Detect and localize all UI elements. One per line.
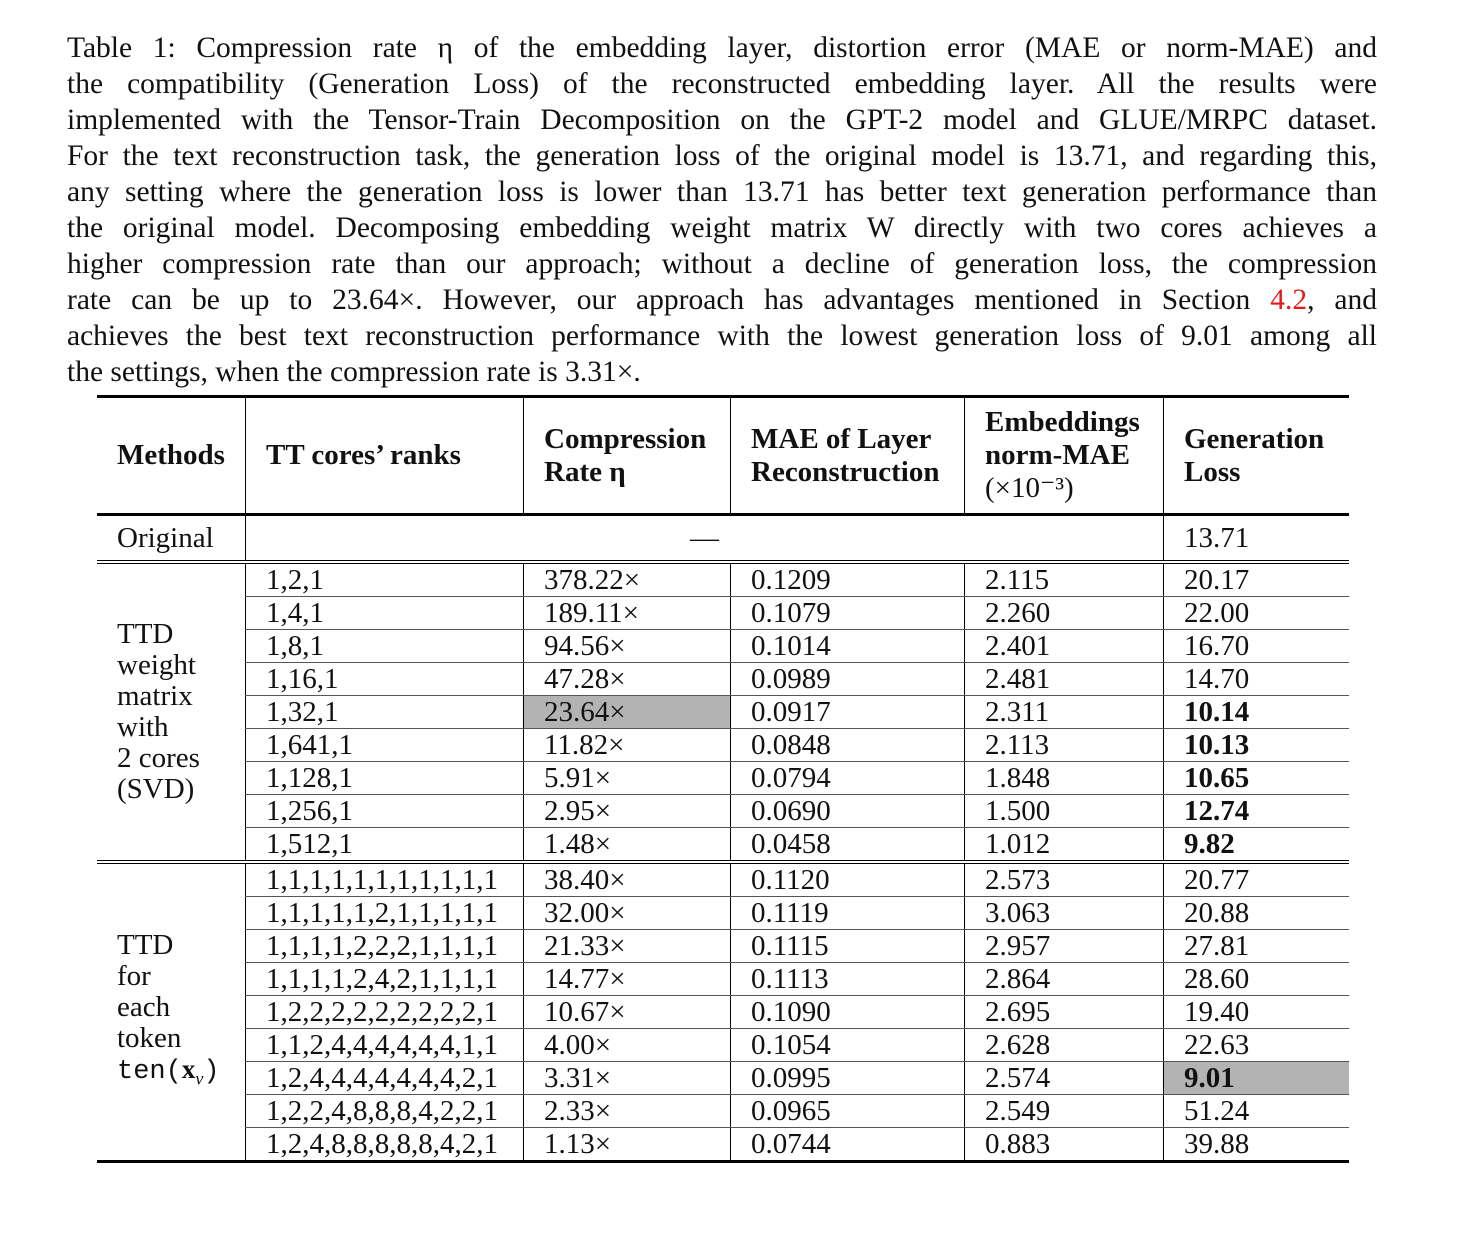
cell-norm: 2.864 <box>965 963 1164 996</box>
cell-loss: 22.00 <box>1164 597 1350 630</box>
table-row <box>97 996 1349 1029</box>
cell-norm: 2.549 <box>965 1095 1164 1128</box>
cell-norm: 2.573 <box>965 862 1164 897</box>
caption-line: the compatibility (Generation Loss) of the reconstructed embedding layer. All the results were <box>67 68 1377 100</box>
table-row <box>97 1095 1349 1128</box>
caption-line-text: rate can be up to 23.64×. However, our approach has advantages mentioned in Section <box>67 284 1271 316</box>
header-row <box>97 397 1349 515</box>
header-mae <box>731 397 965 515</box>
cell-rate: 11.82× <box>524 729 731 762</box>
cell-loss: 27.81 <box>1164 930 1350 963</box>
caption-line: implemented with the Tensor-Train Decomposition on the GPT-2 model and GLUE/MRPC dataset. <box>67 104 1377 136</box>
cell-rate: 47.28× <box>524 663 731 696</box>
table-row <box>97 828 1349 863</box>
table-row <box>97 597 1349 630</box>
cell-mae: 0.1014 <box>731 630 965 663</box>
cell-mae: 0.0995 <box>731 1062 965 1095</box>
cell-ranks: 1,2,2,2,2,2,2,2,2,2,1 <box>246 996 524 1029</box>
best-loss-value: 10.13 <box>1184 728 1250 761</box>
caption-line: For the text reconstruction task, the generation loss of the original model is 13.71, and regarding this, <box>67 140 1377 172</box>
cell-rate: 10.67× <box>524 996 731 1029</box>
header-text: (×10⁻³) <box>985 472 1074 504</box>
header-text: Loss <box>1184 455 1241 488</box>
cell-loss: 22.63 <box>1164 1029 1350 1062</box>
cell-norm: 2.115 <box>965 562 1164 597</box>
cell-loss: 19.40 <box>1164 996 1350 1029</box>
cell-mae: 0.1120 <box>731 862 965 897</box>
caption-line <box>67 282 1377 318</box>
cell-loss: 51.24 <box>1164 1095 1350 1128</box>
cell-rate: 21.33× <box>524 930 731 963</box>
cell-ranks: 1,32,1 <box>246 696 524 729</box>
method-line: weight <box>117 649 196 681</box>
cell-loss <box>1164 828 1350 863</box>
table-row <box>97 696 1349 729</box>
method-line: with <box>117 711 169 743</box>
cell-rate: 378.22× <box>524 562 731 597</box>
cell-rate: 1.13× <box>524 1128 731 1162</box>
cell-norm: 1.848 <box>965 762 1164 795</box>
cell-mae: 0.1090 <box>731 996 965 1029</box>
header-norm-mae <box>965 397 1164 515</box>
cell-ranks: 1,1,1,1,2,2,2,1,1,1,1 <box>246 930 524 963</box>
cell-norm: 2.628 <box>965 1029 1164 1062</box>
original-body <box>97 515 1349 563</box>
header-text: Generation <box>1184 422 1325 455</box>
table-row <box>97 930 1349 963</box>
header-text: norm-MAE <box>985 439 1130 471</box>
original-loss: 13.71 <box>1164 515 1350 563</box>
cell-mae: 0.0794 <box>731 762 965 795</box>
method-code <box>117 1054 245 1094</box>
cell-mae: 0.0965 <box>731 1095 965 1128</box>
cell-ranks: 1,128,1 <box>246 762 524 795</box>
code-var: x <box>181 1053 196 1084</box>
best-loss-value: 9.01 <box>1184 1061 1235 1094</box>
cell-ranks: 1,1,1,1,1,1,1,1,1,1,1 <box>246 862 524 897</box>
cell-mae: 0.1054 <box>731 1029 965 1062</box>
caption-line-tail: , and <box>1307 284 1377 316</box>
cell-loss: 14.70 <box>1164 663 1350 696</box>
cell-ranks: 1,16,1 <box>246 663 524 696</box>
cell-ranks: 1,4,1 <box>246 597 524 630</box>
header-text: Compression <box>544 422 707 455</box>
code-close: ) <box>203 1056 220 1087</box>
cell-mae: 0.0848 <box>731 729 965 762</box>
cell-ranks: 1,8,1 <box>246 630 524 663</box>
cell-loss <box>1164 1062 1350 1095</box>
cell-ranks: 1,641,1 <box>246 729 524 762</box>
method-line: for <box>117 959 151 992</box>
caption-line: higher compression rate than our approach; without a decline of generation loss, the compression <box>67 248 1377 280</box>
method-line: TTD <box>117 928 174 961</box>
caption-line: any setting where the generation loss is lower than 13.71 has better text generation performance than <box>67 176 1377 208</box>
table-row <box>97 1128 1349 1162</box>
table-row <box>97 630 1349 663</box>
cell-mae: 0.1209 <box>731 562 965 597</box>
cell-ranks: 1,1,2,4,4,4,4,4,4,1,1 <box>246 1029 524 1062</box>
caption-line: achieves the best text reconstruction performance with the lowest generation loss of 9.01 among all <box>67 320 1377 352</box>
method-line: matrix <box>117 680 193 712</box>
header-text: MAE of Layer <box>751 422 932 455</box>
cell-mae: 0.0690 <box>731 795 965 828</box>
dash-cell: — <box>246 515 1164 563</box>
method-line: (SVD) <box>117 773 195 805</box>
header-text: Reconstruction <box>751 455 940 488</box>
section-ref-link[interactable]: 4.2 <box>1270 284 1308 316</box>
cell-loss <box>1164 729 1350 762</box>
best-loss-value: 10.65 <box>1184 761 1250 794</box>
group2-body <box>97 862 1349 1162</box>
table-row <box>97 795 1349 828</box>
table-row <box>97 729 1349 762</box>
cell-loss <box>1164 762 1350 795</box>
cell-rate: 2.33× <box>524 1095 731 1128</box>
group1-body <box>97 562 1349 862</box>
cell-mae: 0.1079 <box>731 597 965 630</box>
cell-mae: 0.1115 <box>731 930 965 963</box>
cell-rate: 5.91× <box>524 762 731 795</box>
best-loss-value: 9.82 <box>1184 827 1235 860</box>
cell-rate: 38.40× <box>524 862 731 897</box>
caption-line: Table 1: Compression rate η of the embedding layer, distortion error (MAE or norm-MAE) and <box>67 32 1377 64</box>
cell-loss <box>1164 696 1350 729</box>
cell-ranks: 1,1,1,1,2,4,2,1,1,1,1 <box>246 963 524 996</box>
code-sub: v <box>195 1068 204 1089</box>
header-generation-loss <box>1164 397 1350 515</box>
cell-ranks: 1,2,4,8,8,8,8,8,4,2,1 <box>246 1128 524 1162</box>
cell-norm: 2.401 <box>965 630 1164 663</box>
caption-line: the original model. Decomposing embedding weight matrix W directly with two cores achieves a <box>67 212 1377 244</box>
method-original: Original <box>117 521 214 554</box>
cell-rate: 14.77× <box>524 963 731 996</box>
cell-norm: 1.500 <box>965 795 1164 828</box>
cell-norm: 1.012 <box>965 828 1164 863</box>
cell-mae: 0.0744 <box>731 1128 965 1162</box>
cell-mae: 0.1113 <box>731 963 965 996</box>
group2-method <box>97 862 246 1162</box>
cell-norm: 2.957 <box>965 930 1164 963</box>
caption-line: the settings, when the compression rate is 3.31×. <box>67 356 641 388</box>
cell-rate: 2.95× <box>524 795 731 828</box>
table-row <box>97 897 1349 930</box>
cell-loss <box>1164 795 1350 828</box>
cell-norm: 2.311 <box>965 696 1164 729</box>
cell-ranks: 1,2,1 <box>246 562 524 597</box>
cell-rate: 94.56× <box>524 630 731 663</box>
best-loss-value: 12.74 <box>1184 794 1250 827</box>
header-compression <box>524 397 731 515</box>
cell-rate: 1.48× <box>524 828 731 863</box>
cell-norm: 2.574 <box>965 1062 1164 1095</box>
method-line: each <box>117 990 171 1023</box>
header-ranks: TT cores’ ranks <box>246 397 524 515</box>
cell-loss: 39.88 <box>1164 1128 1350 1162</box>
table-row <box>97 762 1349 795</box>
cell-norm: 2.695 <box>965 996 1164 1029</box>
cell-loss: 16.70 <box>1164 630 1350 663</box>
cell-ranks: 1,256,1 <box>246 795 524 828</box>
table-row <box>97 1029 1349 1062</box>
table-row <box>97 562 1349 597</box>
header-methods: Methods <box>117 439 225 471</box>
header-text: Embeddings <box>985 406 1140 438</box>
method-line: TTD <box>117 618 174 650</box>
cell-ranks: 1,2,4,4,4,4,4,4,4,2,1 <box>246 1062 524 1095</box>
cell-rate: 4.00× <box>524 1029 731 1062</box>
best-loss-value: 10.14 <box>1184 695 1250 728</box>
cell-norm: 2.260 <box>965 597 1164 630</box>
cell-loss: 20.88 <box>1164 897 1350 930</box>
cell-ranks: 1,2,2,4,8,8,8,4,2,2,1 <box>246 1095 524 1128</box>
cell-norm: 0.883 <box>965 1128 1164 1162</box>
cell-ranks: 1,512,1 <box>246 828 524 863</box>
results-table <box>97 395 1349 1163</box>
cell-norm: 3.063 <box>965 897 1164 930</box>
cell-rate: 189.11× <box>524 597 731 630</box>
cell-rate: 32.00× <box>524 897 731 930</box>
table-row <box>97 663 1349 696</box>
cell-norm: 2.481 <box>965 663 1164 696</box>
table-row <box>97 963 1349 996</box>
cell-rate: 23.64× <box>524 696 731 729</box>
cell-loss: 20.77 <box>1164 862 1350 897</box>
original-row <box>97 515 1349 563</box>
cell-mae: 0.0458 <box>731 828 965 863</box>
cell-mae: 0.0917 <box>731 696 965 729</box>
cell-mae: 0.1119 <box>731 897 965 930</box>
cell-ranks: 1,1,1,1,1,2,1,1,1,1,1 <box>246 897 524 930</box>
code-fn: ten( <box>117 1056 182 1087</box>
group1-method <box>97 562 246 862</box>
cell-mae: 0.0989 <box>731 663 965 696</box>
cell-norm: 2.113 <box>965 729 1164 762</box>
method-line: token <box>117 1021 182 1054</box>
method-line: 2 cores <box>117 742 200 774</box>
cell-loss: 20.17 <box>1164 562 1350 597</box>
table-caption <box>67 30 1377 390</box>
cell-rate: 3.31× <box>524 1062 731 1095</box>
cell-loss: 28.60 <box>1164 963 1350 996</box>
table-row <box>97 862 1349 897</box>
table-row <box>97 1062 1349 1095</box>
header-text: Rate η <box>544 455 626 488</box>
